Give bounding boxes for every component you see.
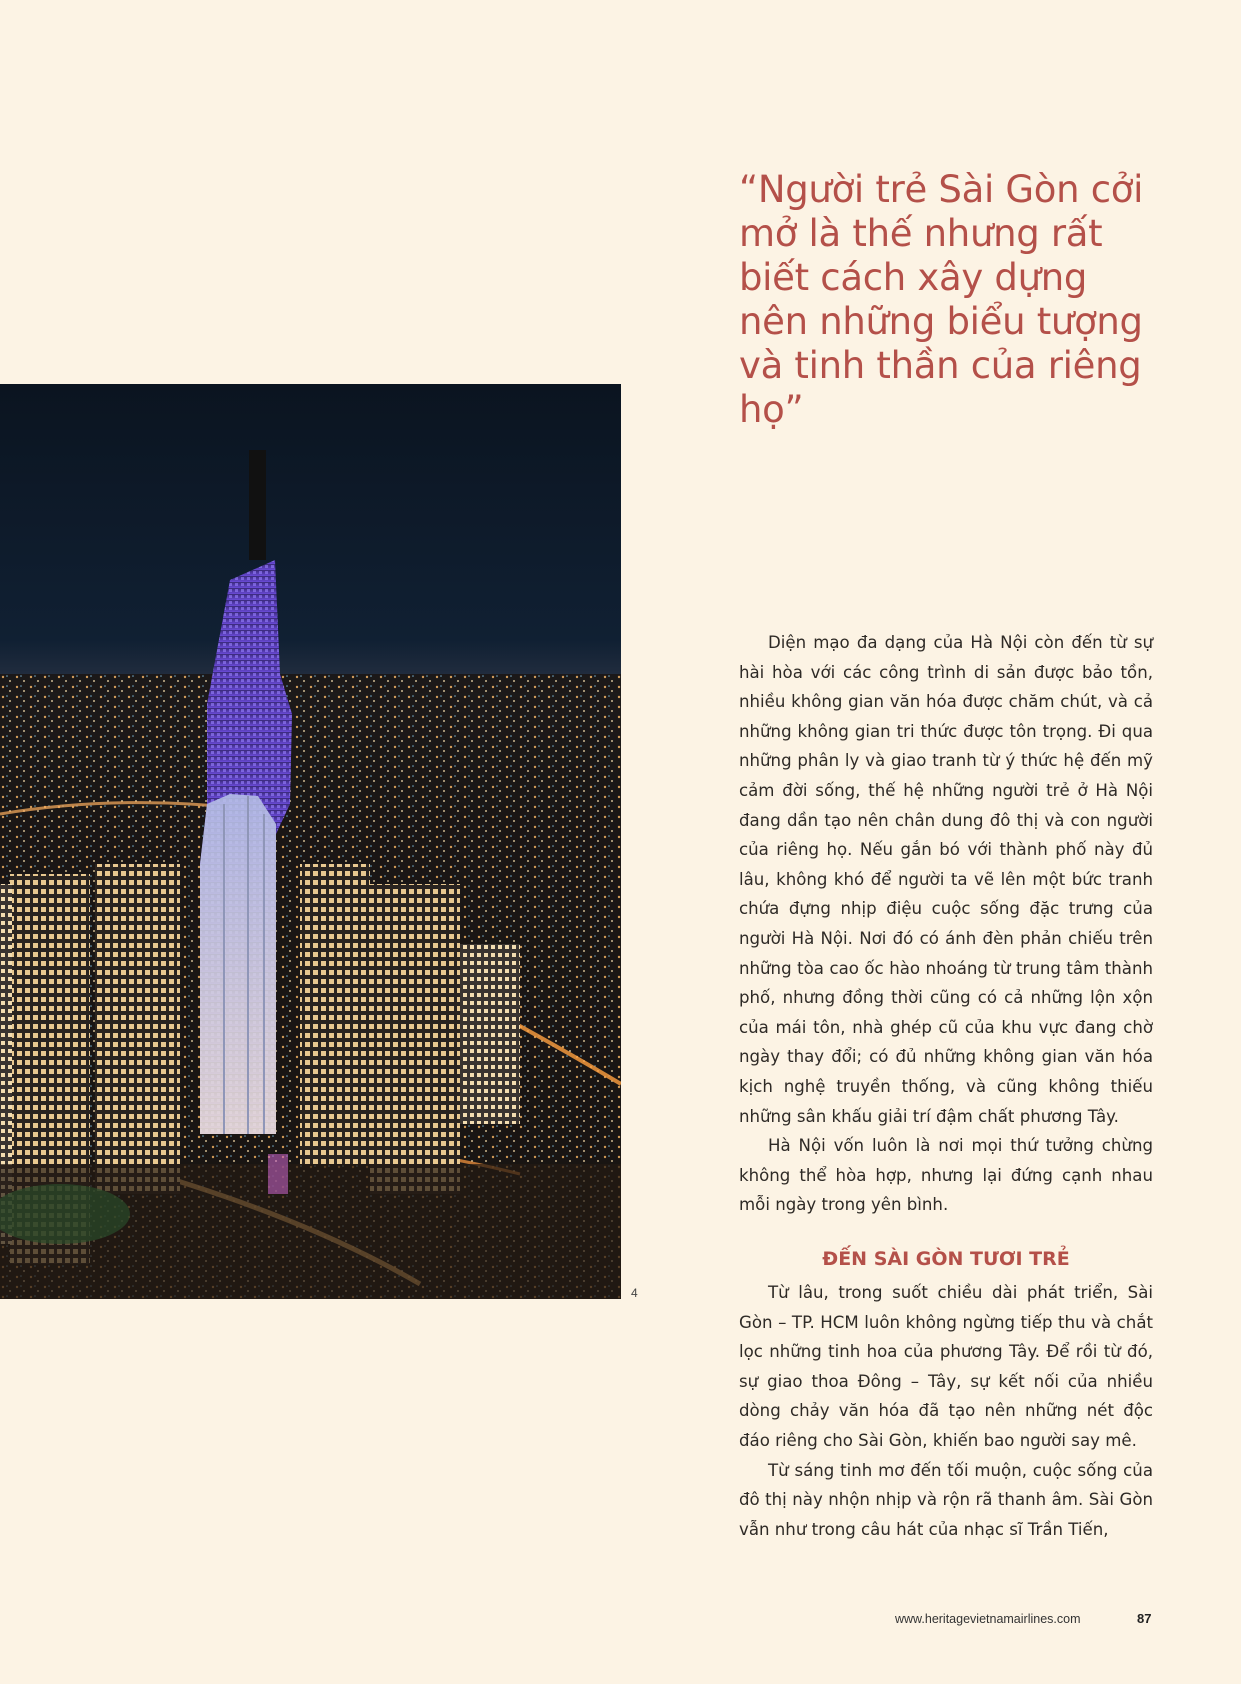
pull-quote: “Người trẻ Sài Gòn cởi mở là thế nhưng rất biết cách xây dựng nên những biểu tượng và tinh thần của riêng họ” [739, 168, 1144, 431]
article-paragraph: Diện mạo đa dạng của Hà Nội còn đến từ sự hài hòa với các công trình di sản được bảo tồn, nhiều không gian văn hóa được chăm chút, và cả những không gian tri thức được tôn trọng. Đi qua những phân ly và giao tranh từ ý thức hệ đến mỹ cảm đời sống, thế hệ những người trẻ ở Hà Nội đang dần tạo nên chân dung đô thị và con người của riêng họ. Nếu gắn bó với thành phố này đủ lâu, không khó để người ta vẽ lên một bức tranh chứa đựng nhịp điệu cuộc sống đặc trưng của người Hà Nội. Nơi đó có ánh đèn phản chiếu trên những tòa cao ốc hào nhoáng từ trung tâm thành phố, nhưng đồng thời cũng có cả những lộn xộn của mái tôn, nhà ghép cũ của khu vực đang chờ ngày thay đổi; có đủ những không gian văn hóa kịch nghệ truyền thống, và cũng không thiếu những sân khấu giải trí đậm chất phương Tây. [739, 633, 1153, 1126]
article-body-part-1 [739, 628, 1153, 1220]
photo-caption-number: 4 [631, 1286, 638, 1300]
article-body-part-2 [739, 1278, 1153, 1544]
article-paragraph: Hà Nội vốn luôn là nơi mọi thứ tưởng chừng không thể hòa hợp, nhưng lại đứng cạnh nhau mỗi ngày trong yên bình. [739, 1136, 1153, 1215]
city-night-photo [0, 384, 621, 1299]
page-number: 87 [1137, 1611, 1152, 1626]
section-heading: ĐẾN SÀI GÒN TƯƠI TRẺ [822, 1248, 1070, 1270]
footer-website-url: www.heritagevietnamairlines.com [895, 1612, 1081, 1626]
article-paragraph: Từ lâu, trong suốt chiều dài phát triển, Sài Gòn – TP. HCM luôn không ngừng tiếp thu và chắt lọc những tinh hoa của phương Tây. Để rồi từ đó, sự giao thoa Đông – Tây, sự kết nối của nhiều dòng chảy văn hóa đã tạo nên những nét độc đáo riêng cho Sài Gòn, khiến bao người say mê. [739, 1283, 1153, 1450]
article-paragraph: Từ sáng tinh mơ đến tối muộn, cuộc sống của đô thị này nhộn nhịp và rộn rã thanh âm. Sài Gòn vẫn như trong câu hát của nhạc sĩ Trần Tiến, [739, 1460, 1153, 1539]
